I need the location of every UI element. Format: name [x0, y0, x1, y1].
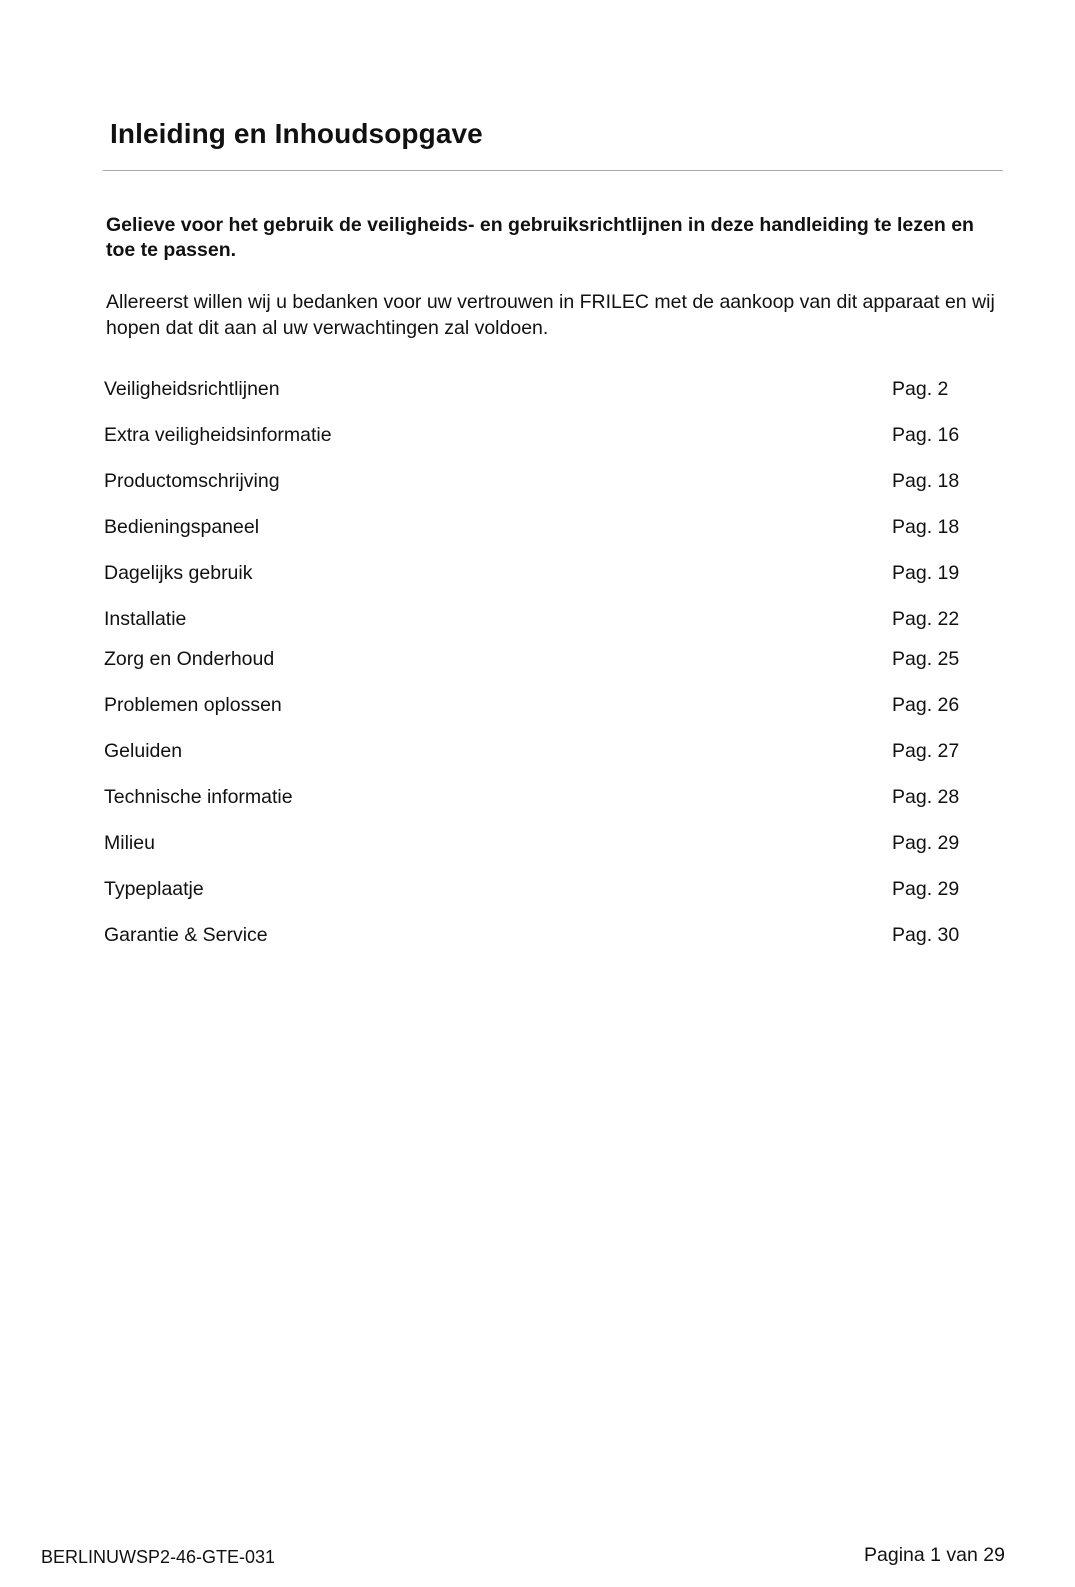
toc-entry-page: Pag. 19: [892, 562, 960, 584]
toc-entry-page: Pag. 18: [892, 470, 960, 492]
toc-entry-page: Pag. 30: [892, 924, 960, 946]
footer-page-indicator: Pagina 1 van 29: [864, 1544, 1005, 1566]
toc-entry: [104, 922, 964, 948]
toc-entry: [104, 376, 964, 402]
toc-entry-label: Bedieningspaneel: [104, 516, 260, 538]
toc-entry: [104, 830, 964, 856]
toc-entry-page: Pag. 25: [892, 648, 960, 670]
toc-entry-label: Veiligheidsrichtlijnen: [104, 378, 280, 400]
toc-entry-page: Pag. 18: [892, 516, 960, 538]
toc-entry-label: Garantie & Service: [104, 924, 268, 946]
toc-entry: [104, 606, 964, 632]
toc-entry-label: Geluiden: [104, 740, 183, 762]
title-divider: [103, 170, 1003, 171]
toc-entry-label: Milieu: [104, 832, 155, 854]
toc-entry: [104, 784, 964, 810]
toc-entry-label: Technische informatie: [104, 786, 293, 808]
toc-entry: [104, 738, 964, 764]
toc-entry-label: Problemen oplossen: [104, 694, 282, 716]
toc-entry-page: Pag. 26: [892, 694, 960, 716]
footer-document-code: BERLINUWSP2-46-GTE-031: [41, 1547, 276, 1567]
toc-entry-label: Dagelijks gebruik: [104, 562, 253, 584]
toc-entry-label: Extra veiligheidsinformatie: [104, 424, 332, 446]
toc-entry-page: Pag. 27: [892, 740, 960, 762]
toc-entry-label: Installatie: [104, 608, 187, 630]
intro-instruction: Gelieve voor het gebruik de veiligheids- en gebruiksrichtlijnen in deze handleiding te lezen en toe te passen.: [106, 214, 974, 261]
toc-entry: [104, 560, 964, 586]
toc-entry-page: Pag. 16: [892, 424, 960, 446]
toc-entry-page: Pag. 29: [892, 878, 960, 900]
toc-entry: [104, 876, 964, 902]
toc-entry: [104, 514, 964, 540]
intro-thanks: Allereerst willen wij u bedanken voor uw vertrouwen in FRILEC met de aankoop van dit apparaat en wij hopen dat dit aan al uw verwachtingen zal voldoen.: [106, 291, 995, 339]
toc-entry-label: Zorg en Onderhoud: [104, 648, 275, 670]
toc-entry-label: Typeplaatje: [104, 878, 204, 900]
toc-entry-label: Productomschrijving: [104, 470, 280, 492]
toc-entry-page: Pag. 2: [892, 378, 949, 400]
toc-entry: [104, 468, 964, 494]
toc-entry-page: Pag. 28: [892, 786, 960, 808]
page-title: Inleiding en Inhoudsopgave: [110, 118, 483, 149]
toc-entry: [104, 692, 964, 718]
toc-entry-page: Pag. 29: [892, 832, 960, 854]
toc-entry: [104, 646, 964, 672]
toc-entry-page: Pag. 22: [892, 608, 960, 630]
toc-entry: [104, 422, 964, 448]
